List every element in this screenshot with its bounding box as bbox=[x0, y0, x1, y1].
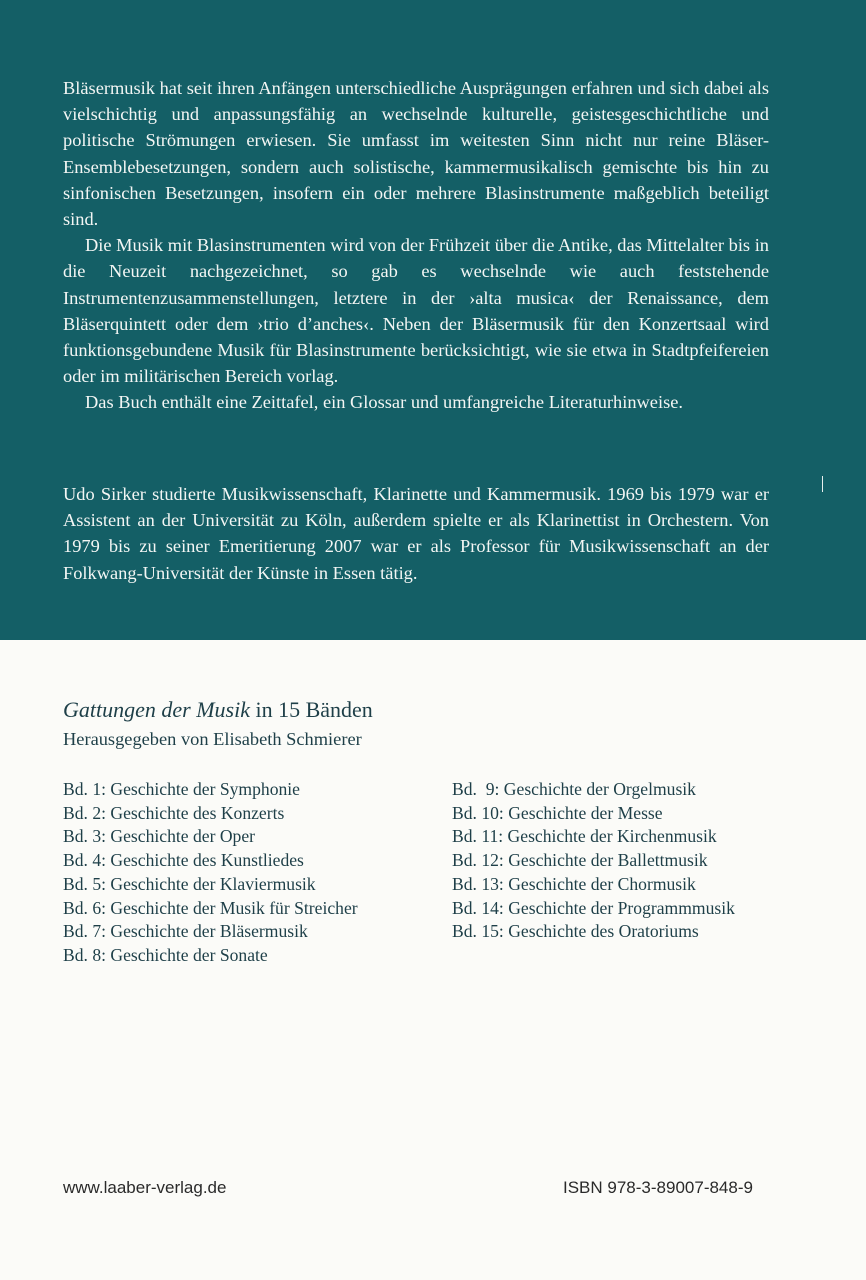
publisher-url: www.laaber-verlag.de bbox=[63, 1178, 227, 1197]
volume-item: Bd. 10: Geschichte der Messe bbox=[452, 802, 663, 823]
volume-item: Bd. 8: Geschichte der Sonate bbox=[63, 944, 268, 965]
volume-item: Bd. 4: Geschichte des Kunstliedes bbox=[63, 850, 304, 871]
book-description bbox=[63, 75, 769, 416]
volume-item: Bd. 1: Geschichte der Symphonie bbox=[63, 779, 300, 799]
author-bio: Udo Sirker studierte Musikwissenschaft, Klarinette und Kammermusik. 1969 bis 1979 war er Assistent an der Universität zu Köln, außerdem spielte er als Klarinettist in Orchestern. Von 1979 bis zu seiner Emeritierung 2007 war er als Professor für Musikwissenschaft an der Folkwang-Universität der Künste in Essen tätig. bbox=[63, 484, 769, 583]
series-title bbox=[63, 696, 373, 724]
volume-item: Bd. 2: Geschichte des Konzerts bbox=[63, 802, 285, 823]
description-paragraph-2: Die Musik mit Blasinstrumenten wird von der Frühzeit über die Antike, das Mittelalter bis in die Neuzeit nachgezeichnet, so gab es wechselnde wie auch feststehende Instrumentenzusammenstellungen, letztere in der ›alta musica‹ der Renaissance, dem Bläserquintett oder dem ›trio d’anches‹. Neben der Bläsermusik für den Konzertsaal wird funktionsgebundene Musik für Blasinstrumente berücksichtigt, wie sie etwa in Stadtpfeifereien oder im militärischen Bereich vorlag. bbox=[63, 235, 769, 387]
volume-item: Bd. 6: Geschichte der Musik für Streicher bbox=[63, 897, 358, 918]
description-paragraph-1: Bläsermusik hat seit ihren Anfängen unterschiedliche Ausprägungen erfahren und sich dabei als vielschichtig und anpassungsfähig an wechselnde kulturelle, geistesgeschichtliche und politische Strömungen erwiesen. Sie umfasst im weitesten Sinn nicht nur reine Bläser-Ensemblebesetzungen, sondern auch solistische, kammermusikalisch gemischte bis hin zu sinfonischen Besetzungen, insofern ein oder mehrere Blasinstrumente maßgeblich beteiligt sind. bbox=[63, 78, 769, 230]
volume-item: Bd. 13: Geschichte der Chormusik bbox=[452, 873, 696, 894]
isbn: ISBN 978-3-89007-848-9 bbox=[563, 1178, 753, 1197]
edge-mark bbox=[822, 476, 823, 492]
volume-item: Bd. 11: Geschichte der Kirchenmusik bbox=[452, 826, 717, 847]
volume-item: Bd. 5: Geschichte der Klaviermusik bbox=[63, 873, 316, 894]
series-info bbox=[63, 696, 373, 752]
volume-list-left bbox=[63, 778, 358, 968]
volume-item: Bd. 3: Geschichte der Oper bbox=[63, 826, 256, 847]
volume-item: Bd. 15: Geschichte des Oratoriums bbox=[452, 921, 699, 942]
series-title-italic: Gattungen der Musik bbox=[63, 697, 250, 722]
volume-item: Bd. 7: Geschichte der Bläsermusik bbox=[63, 921, 308, 942]
volume-item: Bd. 12: Geschichte der Ballettmusik bbox=[452, 850, 708, 871]
series-title-rest: in 15 Bänden bbox=[249, 697, 373, 722]
volume-list-right bbox=[452, 778, 735, 944]
description-paragraph-3: Das Buch enthält eine Zeittafel, ein Glossar und umfangreiche Literaturhinweise. bbox=[85, 392, 683, 413]
volume-item: Bd. 14: Geschichte der Programmmusik bbox=[452, 897, 735, 918]
volume-item: Bd. 9: Geschichte der Orgelmusik bbox=[452, 779, 696, 799]
series-editor: Herausgegeben von Elisabeth Schmierer bbox=[63, 729, 362, 749]
